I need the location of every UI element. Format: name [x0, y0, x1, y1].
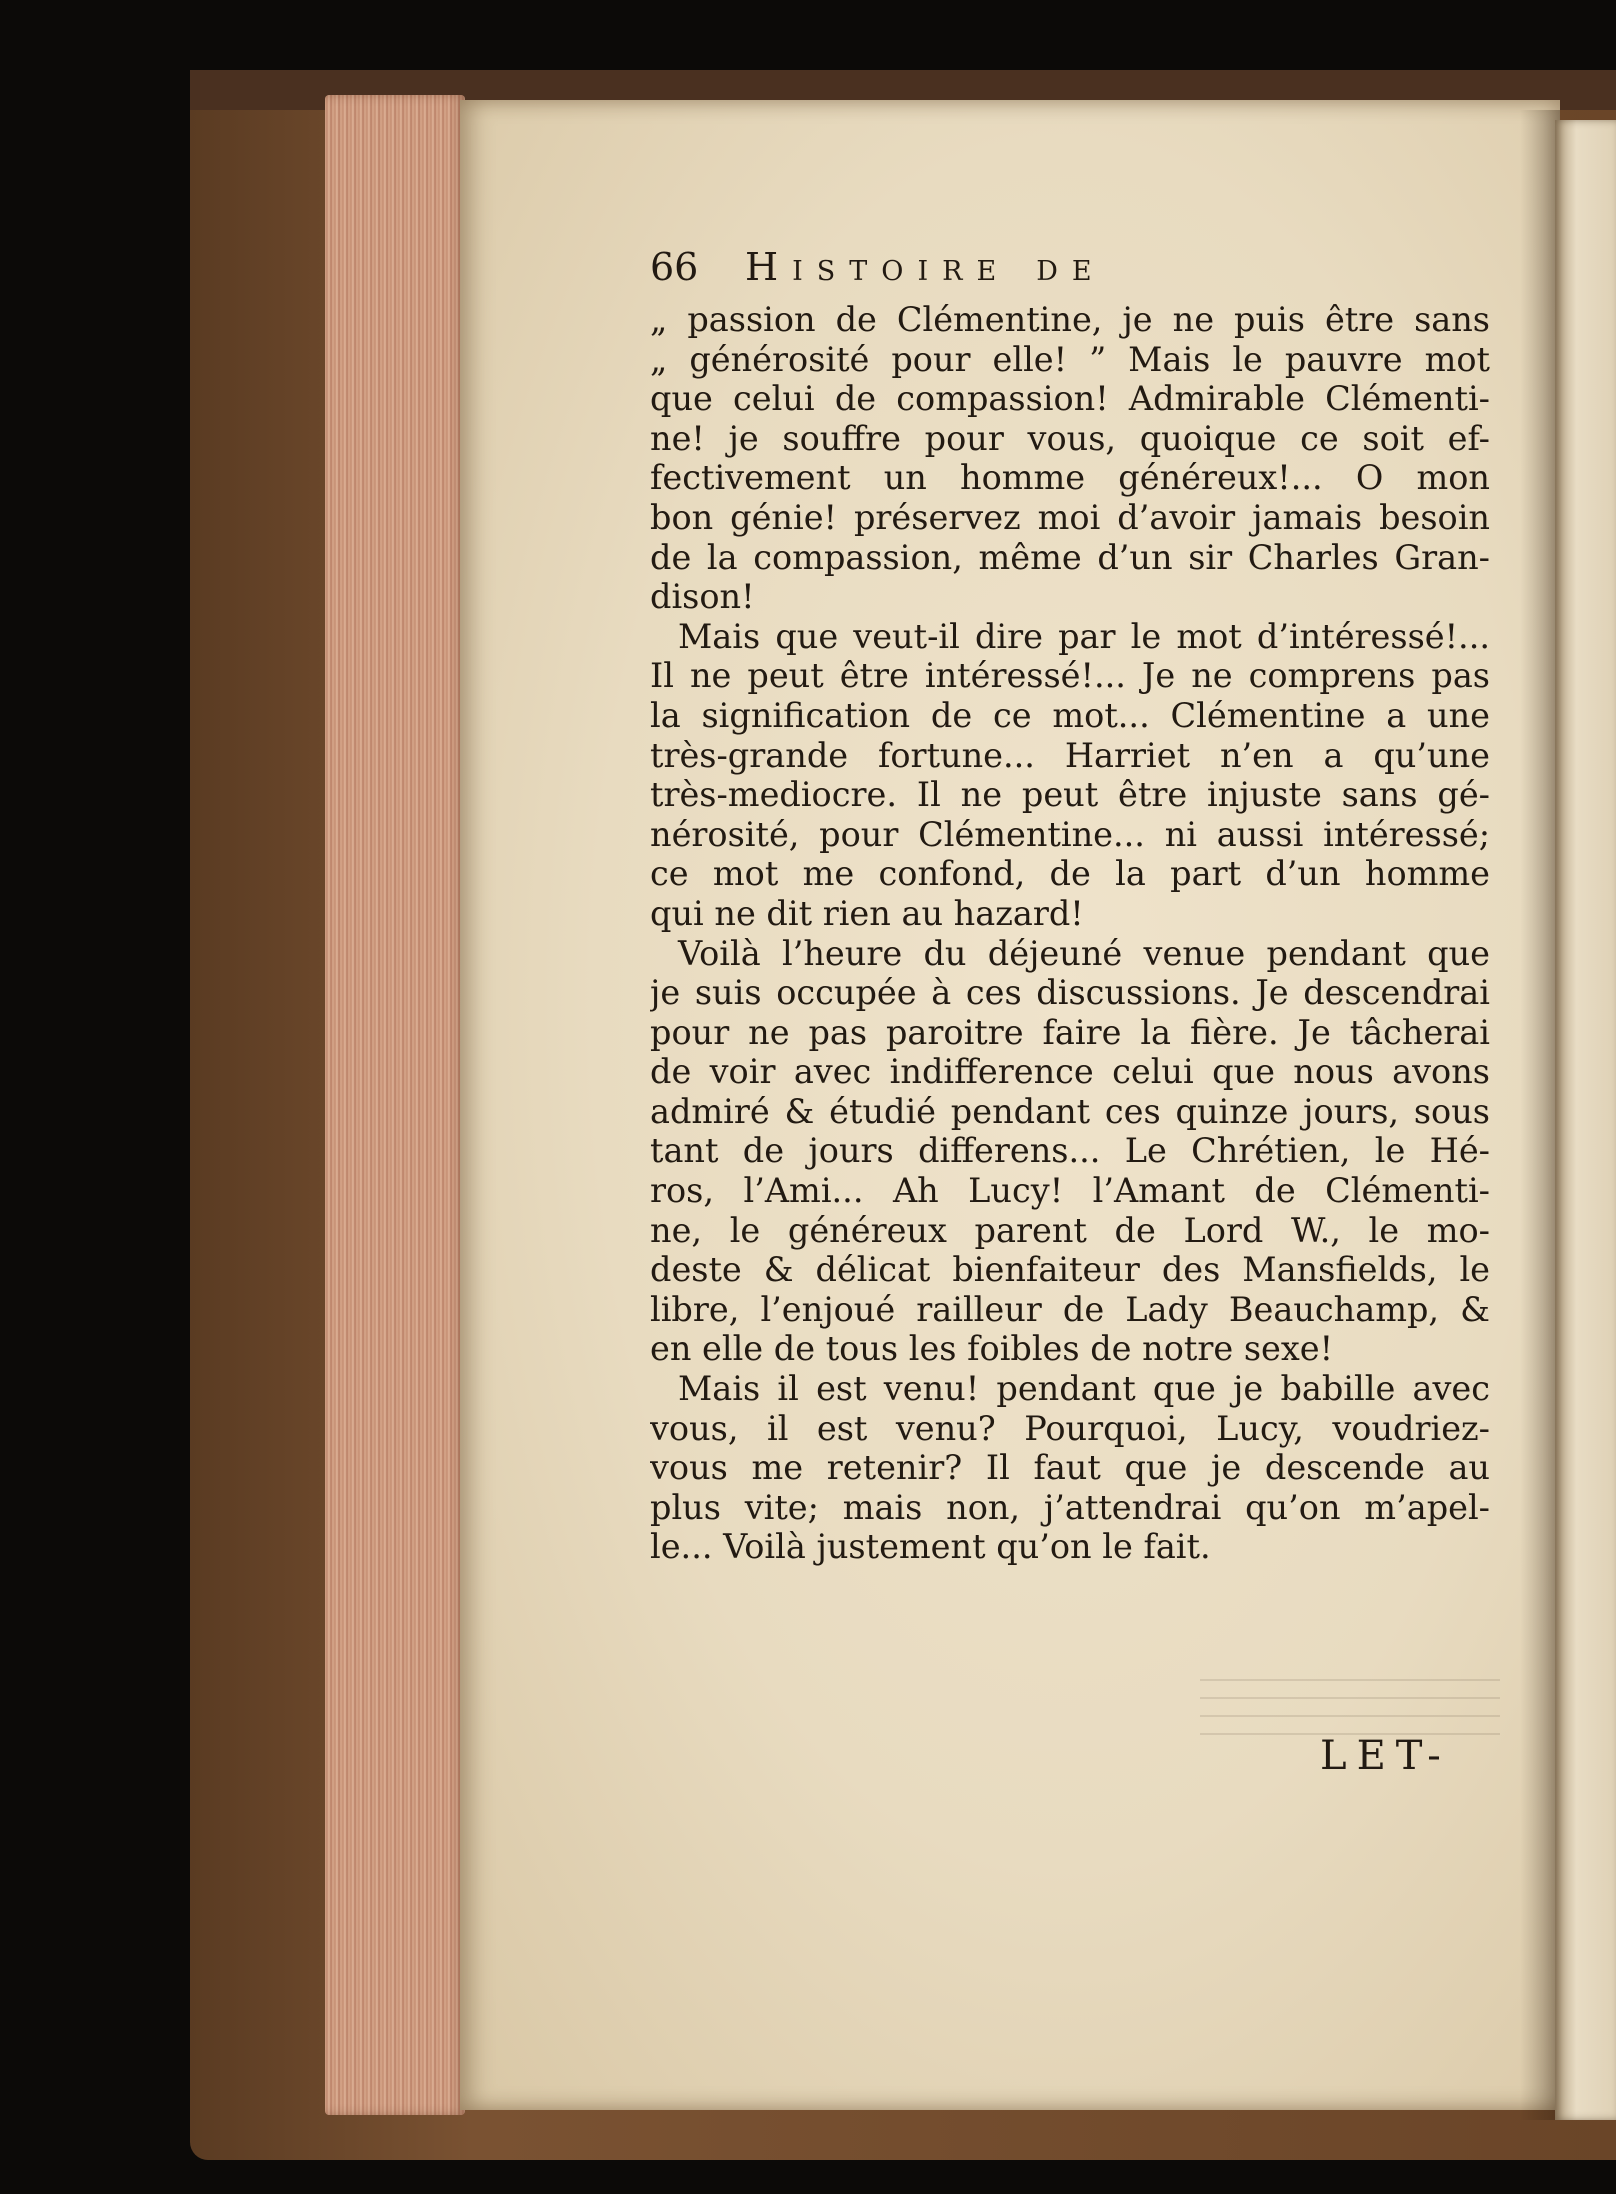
text-line: le... Voilà justement qu’on le fait.: [650, 1527, 1211, 1567]
text-line: je suis occupée à ces discussions. Je descendrai: [650, 973, 1490, 1013]
page-number: 66: [650, 245, 699, 289]
text-line: pour ne pas paroitre faire la fière. Je tâcherai: [650, 1012, 1490, 1052]
text-line: „ générosité pour elle! ” Mais le pauvre mot: [650, 339, 1490, 379]
text-line: ce mot me confond, de la part d’un homme: [650, 854, 1490, 894]
text-line: qui ne dit rien au hazard!: [650, 893, 1084, 933]
text-line: ros, l’Ami... Ah Lucy! l’Amant de Clémenti-: [650, 1171, 1490, 1211]
text-line: „ passion de Clémentine, je ne puis être sans: [650, 300, 1490, 339]
text-line: libre, l’enjoué railleur de Lady Beauchamp, &: [650, 1289, 1490, 1329]
text-line: dison!: [650, 577, 755, 617]
text-line: Voilà l’heure du déjeuné venue pendant que: [678, 933, 1490, 973]
text-line: de voir avec indifference celui que nous avons: [650, 1052, 1490, 1092]
text-line: la signification de ce mot... Clémentine a une: [650, 695, 1490, 735]
text-line: vous, il est venu? Pourquoi, Lucy, voudriez-: [650, 1408, 1490, 1448]
page-header: [650, 245, 1300, 289]
show-through-text: [1200, 1675, 1500, 1735]
gutter-shadow: [1520, 110, 1560, 2120]
text-line: de la compassion, même d’un sir Charles Gran-: [650, 537, 1490, 577]
facing-page-edge: [1555, 120, 1616, 2120]
text-line: très-mediocre. Il ne peut être injuste sans gé-: [650, 775, 1490, 815]
page-edges: [325, 95, 465, 2115]
body-text: [650, 300, 1490, 1567]
text-line: que celui de compassion! Admirable Clémenti-: [650, 379, 1490, 419]
text-line: nérosité, pour Clémentine... ni aussi intéressé;: [650, 814, 1490, 854]
catchword: LET-: [1320, 1733, 1451, 1779]
text-line: Mais il est venu! pendant que je babille avec: [678, 1369, 1490, 1409]
text-line: admiré & étudié pendant ces quinze jours, sous: [650, 1091, 1490, 1131]
text-line: Il ne peut être intéressé!... Je ne comprens pas: [650, 656, 1490, 696]
text-line: très-grande fortune... Harriet n’en a qu’une: [650, 735, 1490, 775]
text-line: Mais que veut-il dire par le mot d’intéressé!...: [678, 616, 1490, 656]
text-line: fectivement un homme généreux!... O mon: [650, 458, 1490, 498]
running-title: Histoire de: [745, 245, 1106, 289]
text-line: plus vite; mais non, j’attendrai qu’on m’apel-: [650, 1487, 1490, 1527]
text-line: bon génie! préservez moi d’avoir jamais besoin: [650, 497, 1490, 537]
text-line: tant de jours differens... Le Chrétien, le Hé-: [650, 1131, 1490, 1171]
text-line: deste & délicat bienfaiteur des Mansfields, le: [650, 1250, 1490, 1290]
text-line: en elle de tous les foibles de notre sexe!: [650, 1329, 1334, 1369]
text-line: ne, le généreux parent de Lord W., le mo-: [650, 1210, 1490, 1250]
text-line: vous me retenir? Il faut que je descende au: [650, 1448, 1490, 1488]
text-line: ne! je souffre pour vous, quoique ce soit ef-: [650, 418, 1490, 458]
